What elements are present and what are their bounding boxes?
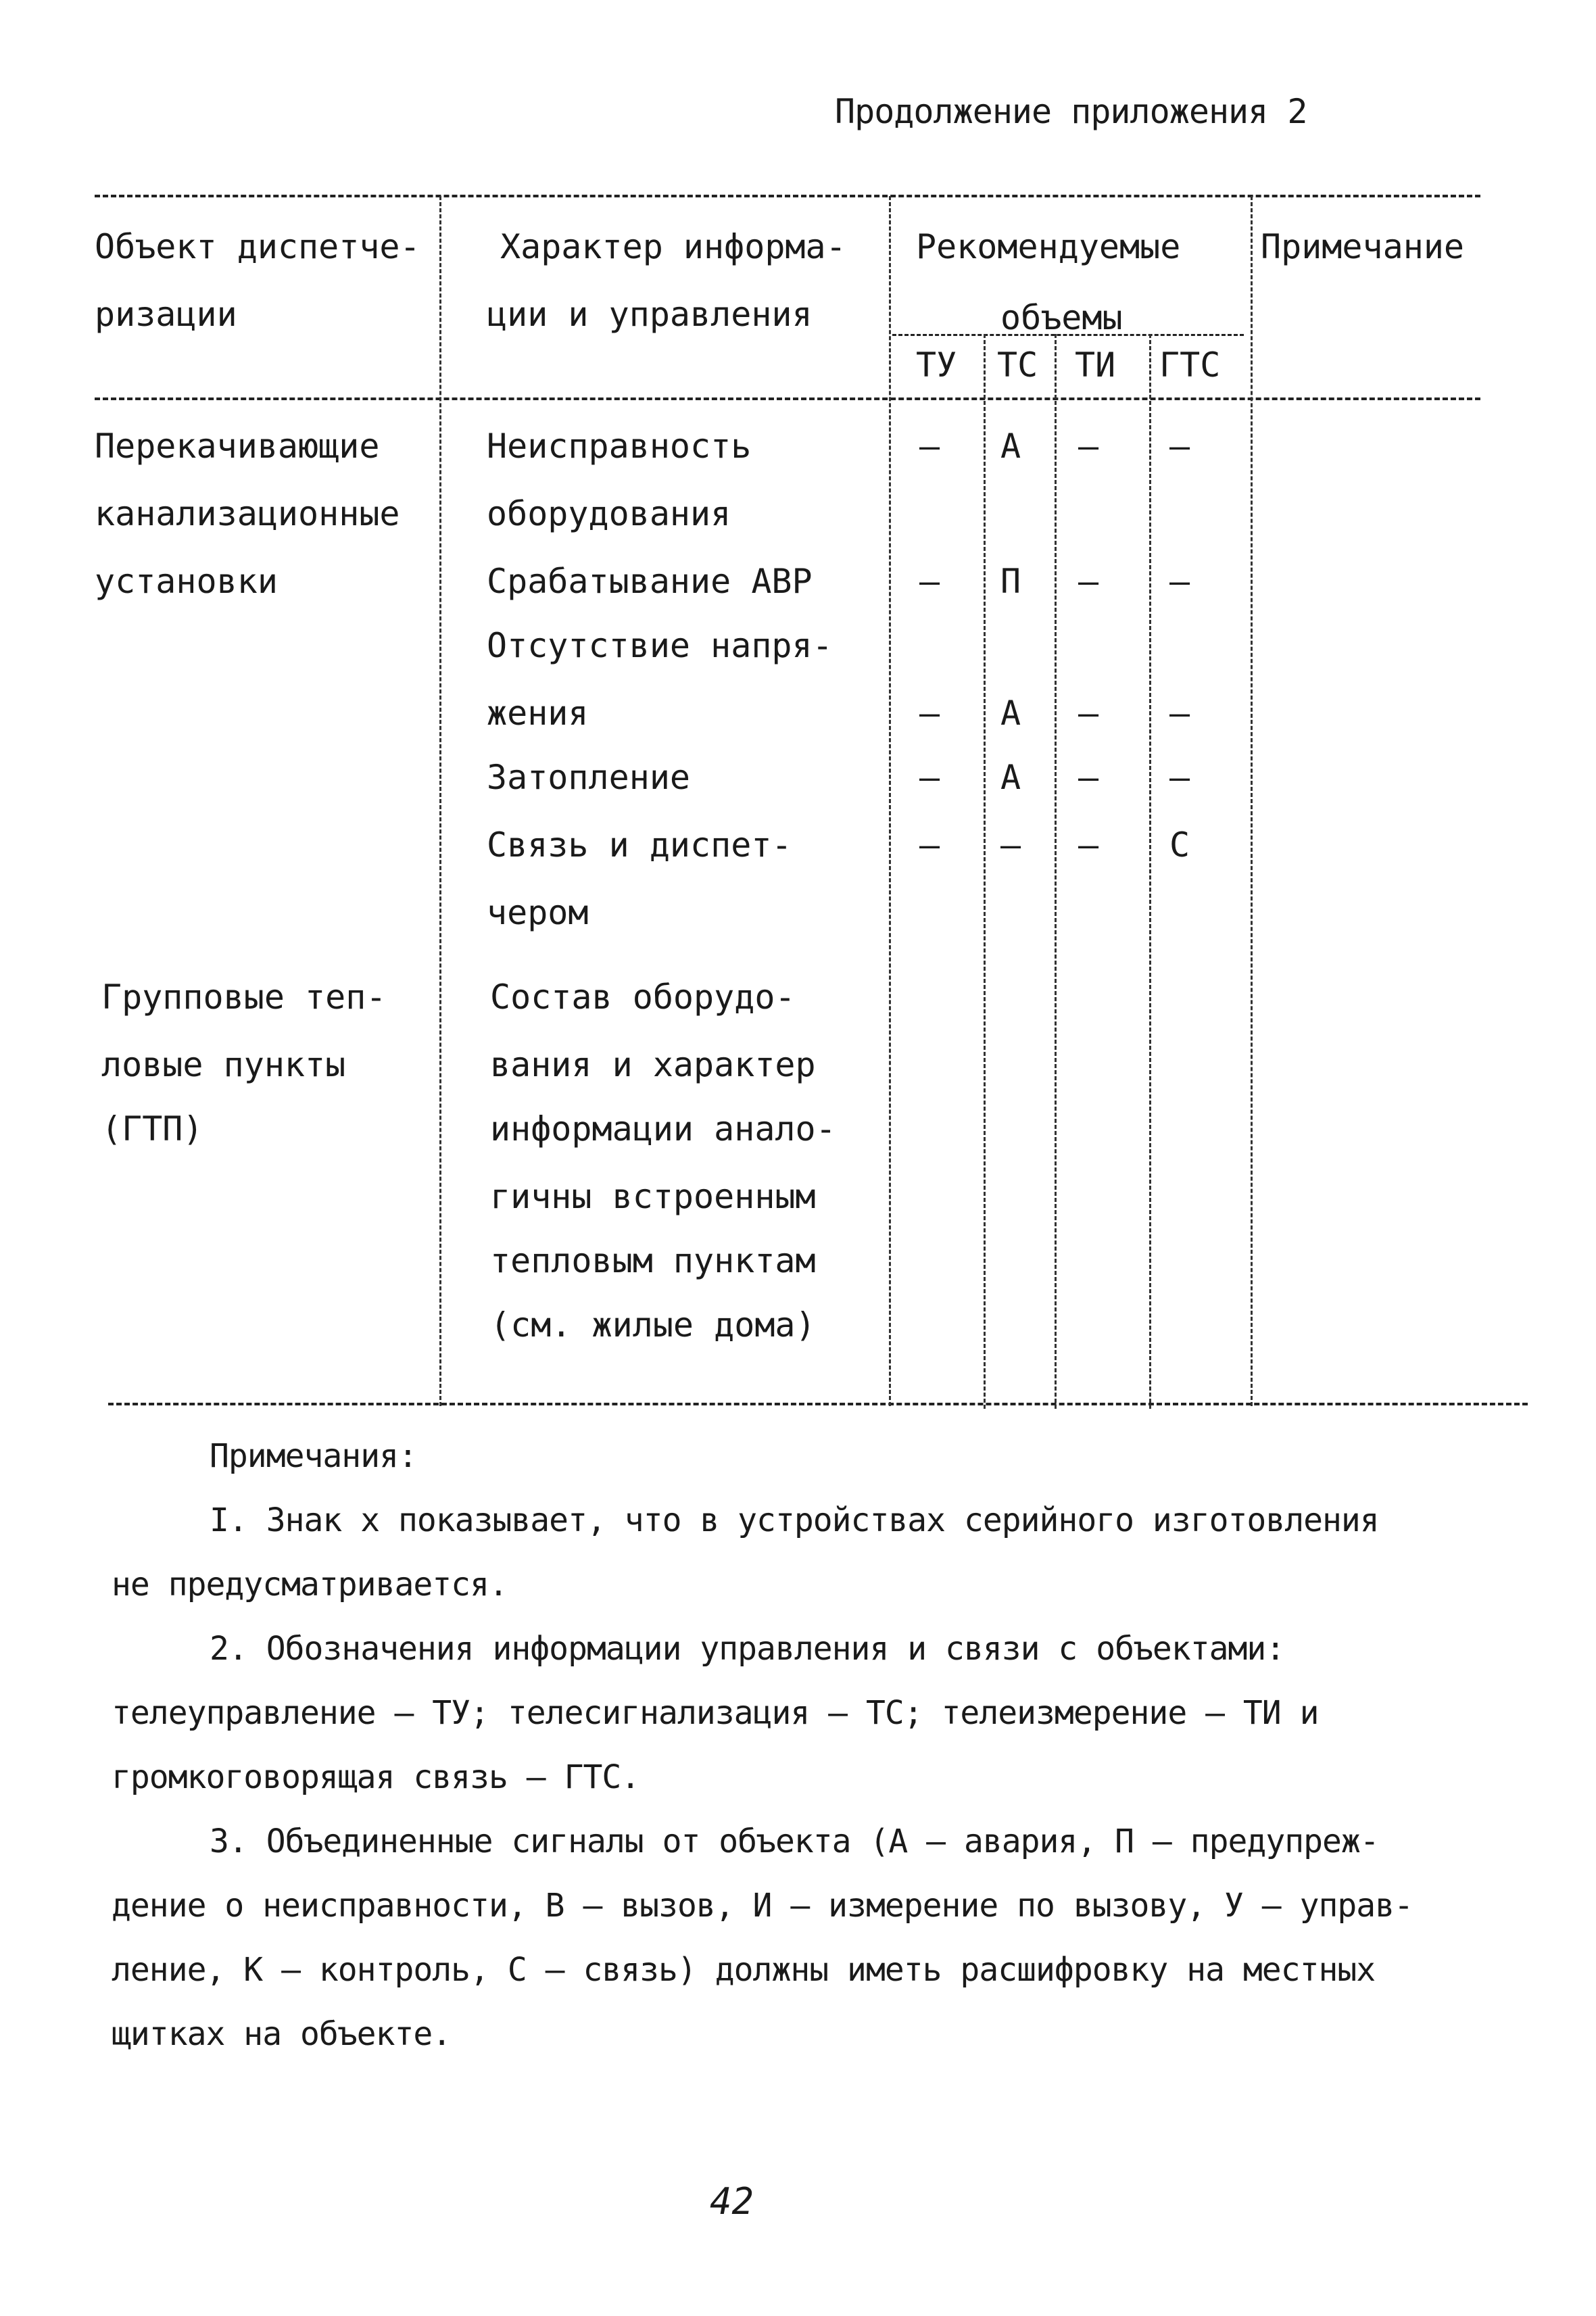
notes-title: Примечания: (210, 1437, 417, 1475)
header-recommended-line-1: Рекомендуемые (916, 227, 1181, 266)
row2-ti: – (1078, 562, 1099, 601)
row2-ts: П (1000, 562, 1021, 601)
header-recommended-line-2: объемы (1000, 298, 1123, 337)
row1-info-line-2: оборудования (487, 494, 731, 533)
group2-info-line-1: Состав оборудо- (490, 978, 796, 1017)
header-ti: ТИ (1075, 345, 1116, 385)
header-tu: ТУ (916, 345, 957, 385)
note-line-9: щитках на объекте. (112, 2015, 452, 2053)
table-bottom-rule (108, 1403, 1528, 1405)
group2-info-line-3: информации анало- (490, 1109, 836, 1149)
note-line-8: ление, К – контроль, С – связь) должны иметь расшифровку на местных (112, 1951, 1376, 1989)
row4-gts: – (1169, 758, 1190, 797)
row4-ts: А (1000, 758, 1021, 797)
col-rule-ts-ti (1055, 334, 1057, 1409)
row1-tu: – (919, 427, 940, 466)
continuation-header: Продолжение приложения 2 (835, 92, 1307, 131)
row5-gts: С (1169, 825, 1190, 865)
row5-ts: – (1000, 825, 1021, 865)
note-line-2: не предусматривается. (112, 1566, 508, 1603)
row2-tu: – (919, 562, 940, 601)
table-top-rule (95, 195, 1480, 197)
group1-object-line-3: установки (95, 562, 278, 601)
row4-tu: – (919, 758, 940, 797)
row3-ti: – (1078, 694, 1099, 733)
note-line-4: телеуправление – ТУ; телесигнализация – ТС; телеизмерение – ТИ и (112, 1694, 1319, 1732)
col-rule-2 (889, 196, 891, 1406)
note-line-5: громкоговорящая связь – ГТС. (112, 1758, 640, 1796)
group2-info-line-5: тепловым пунктам (490, 1241, 816, 1280)
row4-ti: – (1078, 758, 1099, 797)
row5-info-line-1: Связь и диспет- (487, 825, 792, 865)
group1-object-line-1: Перекачивающие (95, 427, 380, 466)
table-header-rule (95, 397, 1480, 400)
header-info-line-1: Характер информа- (500, 227, 846, 266)
note-line-3: 2. Обозначения информации управления и связи с объектами: (210, 1630, 1285, 1668)
group2-info-line-2: вания и характер (490, 1045, 816, 1084)
group2-object-line-3: (ГТП) (101, 1109, 203, 1149)
group2-object-line-1: Групповые теп- (101, 978, 387, 1017)
header-object-line-2: ризации (95, 295, 237, 334)
row1-ts: А (1000, 427, 1021, 466)
header-info-line-2: ции и управления (487, 295, 813, 334)
row3-tu: – (919, 694, 940, 733)
row2-gts: – (1169, 562, 1190, 601)
header-note: Примечание (1261, 227, 1465, 266)
header-ts: ТС (997, 345, 1038, 385)
row3-info-line-2: жения (487, 694, 589, 733)
row1-ti: – (1078, 427, 1099, 466)
note-line-1: I. Знак х показывает, что в устройствах серийного изготовления (210, 1501, 1379, 1539)
col-rule-tu-ts (984, 334, 986, 1409)
group2-object-line-2: ловые пункты (101, 1045, 346, 1084)
row4-info-line-1: Затопление (487, 758, 691, 797)
note-line-7: дение о неисправности, В – вызов, И – измерение по вызову, У – управ- (112, 1887, 1413, 1925)
row3-gts: – (1169, 694, 1190, 733)
col-rule-1 (439, 196, 441, 1406)
header-object-line-1: Объект диспетче- (95, 227, 420, 266)
row5-tu: – (919, 825, 940, 865)
header-gts: ГТС (1159, 345, 1221, 385)
row3-info-line-1: Отсутствие напря- (487, 626, 833, 665)
group1-object-line-2: канализационные (95, 494, 400, 533)
row1-info-line-1: Неисправность (487, 427, 752, 466)
row1-gts: – (1169, 427, 1190, 466)
col-rule-ti-gts (1149, 334, 1151, 1409)
row2-info-line-1: Срабатывание АВР (487, 562, 813, 601)
page-number: 42 (710, 2180, 754, 2223)
row5-info-line-2: чером (487, 893, 589, 932)
group2-info-line-6: (см. жилые дома) (490, 1305, 816, 1345)
row5-ti: – (1078, 825, 1099, 865)
note-line-6: 3. Объединенные сигналы от объекта (А – авария, П – предупреж- (210, 1823, 1379, 1860)
group2-info-line-4: гичны встроенным (490, 1177, 816, 1216)
col-rule-3 (1251, 196, 1253, 1406)
row3-ts: А (1000, 694, 1021, 733)
